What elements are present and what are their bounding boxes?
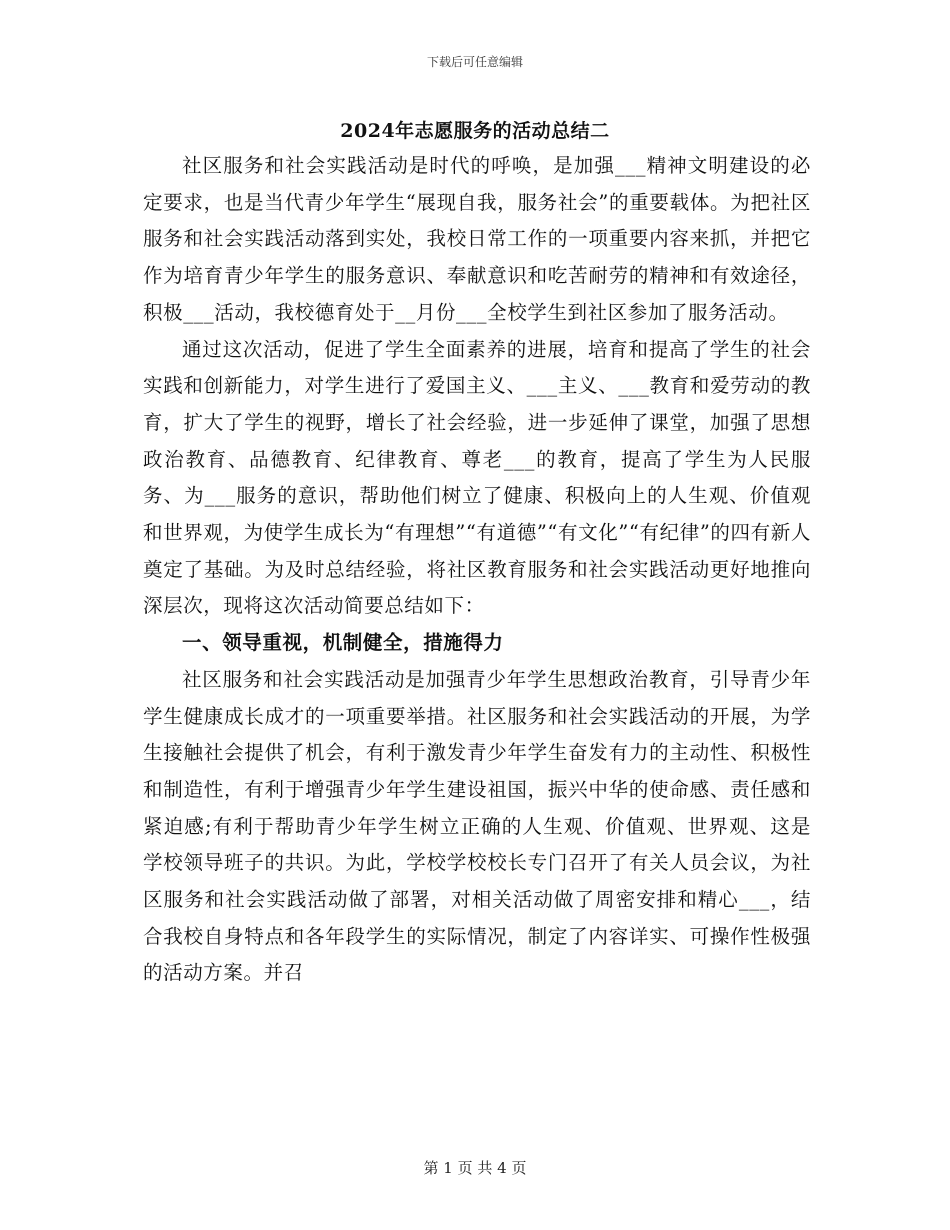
body-paragraph: 社区服务和社会实践活动是时代的呼唤，是加强___精神文明建设的必定要求，也是当代青少年学生“展现自我，服务社会”的重要载体。为把社区服务和社会实践活动落到实处，我校日常工作的一项重要内容来抓，并把它作为培育青少年学生的服务意识、奉献意识和吃苦耐劳的精神和有效途径，积极___活动，我校德育处于__月份___全校学生到社区参加了服务活动。 (143, 154, 811, 324)
header-note: 下载后可任意编辑 (426, 55, 523, 69)
page-number: 第 1 页 共 4 页 (423, 1159, 527, 1177)
section-heading: 一、领导重视，机制健全，措施得力 (182, 631, 504, 655)
document-body (143, 148, 811, 992)
body-paragraph: 社区服务和社会实践活动是加强青少年学生思想政治教育，引导青少年学生健康成长成才的一项重要举措。社区服务和社会实践活动的开展，为学生接触社会提供了机会，有利于激发青少年学生奋发有力的主动性、积极性和制造性，有利于增强青少年学生建设祖国，振兴中华的使命感、责任感和紧迫感;有利于帮助青少年学生树立正确的人生观、价值观、世界观、这是学校领导班子的共识。为此，学校学校校长专门召开了有关人员会议，为社区服务和社会实践活动做了部署，对相关活动做了周密安排和精心___，结合我校自身特点和各年段学生的实际情况，制定了内容详实、可操作性极强的活动方案。并召 (143, 667, 811, 985)
body-paragraph: 通过这次活动，促进了学生全面素养的进展，培育和提高了学生的社会实践和创新能力，对学生进行了爱国主义、___主义、___教育和爱劳动的教育，扩大了学生的视野，增长了社会经验，进一步延伸了课堂，加强了思想政治教育、品德教育、纪律教育、尊老___的教育，提高了学生为人民服务、为___服务的意识，帮助他们树立了健康、积极向上的人生观、价值观和世界观，为使学生成长为“有理想”“有道德”“有文化”“有纪律”的四有新人奠定了基础。为及时总结经验，将社区教育服务和社会实践活动更好地推向深层次，现将这次活动简要总结如下： (143, 337, 811, 618)
document-title: 2024年志愿服务的活动总结二 (340, 120, 610, 142)
